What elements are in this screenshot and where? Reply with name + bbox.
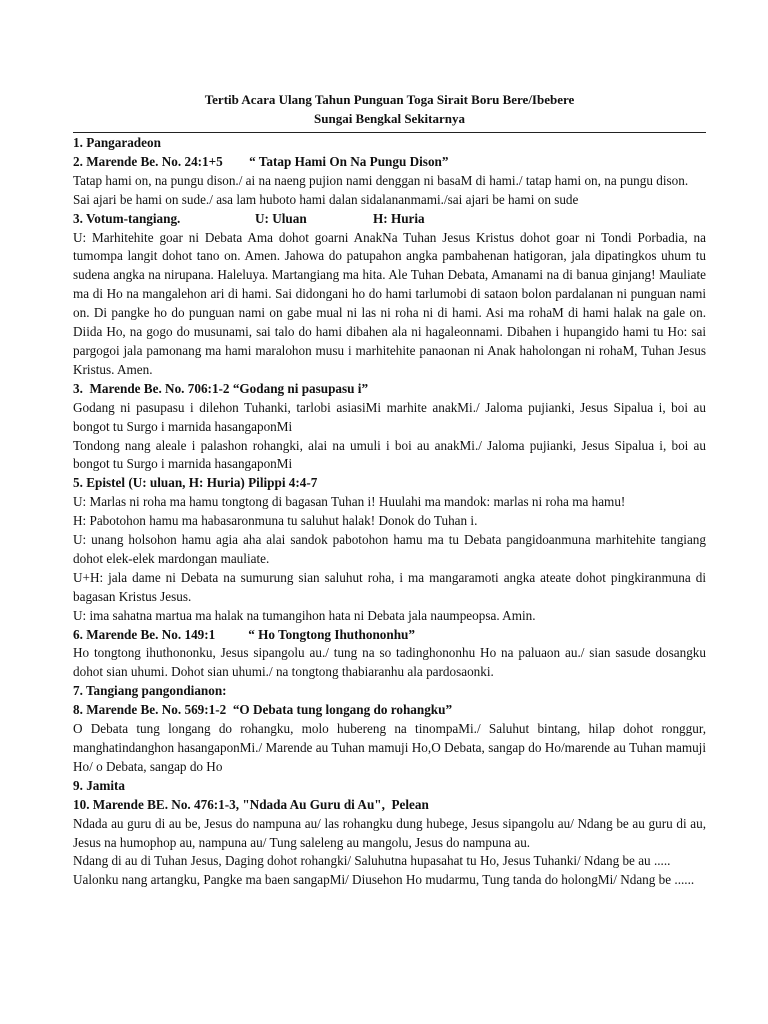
- section-10-verse-3: Ualonku nang artangku, Pangke ma baen sangapMi/ Diusehon Ho mudarmu, Tung tanda do holongMi/ Ndang be ......: [73, 872, 695, 888]
- section-5-line-3: U: unang holsohon hamu agia aha alai sandok pabotohon hamu ma tu Debata pangidoanmuna marhitehite tangiang dohot elek-elek mardongan mauliate.: [73, 532, 706, 566]
- document-title: [73, 90, 706, 128]
- section-5-heading: 5. Epistel (U: uluan, H: Huria) Pilippi 4:4-7: [73, 475, 318, 491]
- section-6-verse: Ho tongtong ihuthononku, Jesus sipangolu au./ tung na so tadinghononhu Ho na paluaon au./ sian sasude dosangku dohot sian uhumi. Dohot sian uhumi./ na tongtong thabiaranhu ala pardosaonki.: [73, 645, 706, 680]
- section-5-line-4: U+H: jala dame ni Debata na sumurung sian saluhut roha, i ma mangaramoti angka ateate dohot pingkiranmuna di bagasan Kristus Jesus.: [73, 569, 706, 604]
- section-2-verse-1: Tatap hami on, na pungu dison./ ai na naeng pujion nami denggan ni basaM di hami./ tatap hami on, na pungu dison.: [73, 172, 689, 188]
- title-line-1: Tertib Acara Ulang Tahun Punguan Toga Sirait Boru Bere/Ibebere: [204, 92, 575, 107]
- section-5-line-1: U: Marlas ni roha ma hamu tongtong di bagasan Tuhan i! Huulahi ma mandok: marlas ni roha ma hamu!: [73, 494, 626, 510]
- section-5-line-2: H: Pabotohon hamu ma habasaronmuna tu saluhut halak! Donok do Tuhan i.: [73, 513, 478, 529]
- title-divider: [73, 132, 706, 133]
- section-10-verse-2: Ndang di au di Tuhan Jesus, Daging dohot rohangki/ Saluhutna hupasahat tu Ho, Jesus Tuhanki/ Ndang be au .....: [73, 853, 671, 869]
- section-8-verse: O Debata tung longang do rohangku, molo hubereng na tinompaMi./ Saluhut bintang, hilap dohot ronggur, manghatindanghon hasangaponMi./ Marende au Tuhan mamuji Ho,O Debata, sangap do Ho/marende au Tuhan mamuji Ho/ o Debata, sangap do Ho: [73, 721, 706, 774]
- section-9-heading: 9. Jamita: [73, 777, 126, 793]
- section-2-verse-2: Sai ajari be hami on sude./ asa lam huboto hami dalan sidalananmami./sai ajari be hami on sude: [73, 191, 579, 207]
- section-4-verse-2: Tondong nang aleale i palashon rohangki, alai na umuli i boi au anakMi./ Jaloma pujianki, Jesus Sipalua i, boi au bongot tu Surgo i marnida hasangaponMi: [73, 437, 706, 472]
- section-2-heading: 2. Marende Be. No. 24:1+5 “ Tatap Hami On Na Pungu Dison”: [73, 153, 449, 169]
- section-6-heading: 6. Marende Be. No. 149:1 “ Ho Tongtong Ihuthononhu”: [73, 626, 415, 642]
- section-4-heading: 3. Marende Be. No. 706:1-2 “Godang ni pasupasu i”: [73, 380, 369, 396]
- section-1-heading: 1. Pangaradeon: [73, 135, 161, 150]
- section-3-uluan-label: U: Uluan: [255, 210, 307, 226]
- section-10-heading: 10. Marende BE. No. 476:1-3, "Ndada Au Guru di Au", Pelean: [73, 796, 429, 812]
- section-4-verse-1: Godang ni pasupasu i dilehon Tuhanki, tarlobi asiasiMi marhite anakMi./ Jaloma pujianki, Jesus Sipalua i, boi au bongot tu Surgo i marnida hasangaponMi: [73, 399, 706, 434]
- section-8-heading: 8. Marende Be. No. 569:1-2 “O Debata tung longang do rohangku”: [73, 702, 453, 718]
- section-5-line-5: U: ima sahatna martua ma halak na tumangihon hata ni Debata jala naumpeopsa. Amin.: [73, 607, 536, 623]
- section-7-heading: 7. Tangiang pangondianon:: [73, 683, 227, 699]
- title-line-2: Sungai Bengkal Sekitarnya: [314, 111, 465, 126]
- section-3-title: 3. Votum-tangiang.: [73, 210, 181, 226]
- section-3-votum-text: U: Marhitehite goar ni Debata Ama dohot goarni AnakNa Tuhan Jesus Kristus dohot goar ni Tondi Porbadia, na tumompa langit dohot tano on. Amen. Jahowa do patupahon angka pambahenan hatigoran, jala dipatingkos uhum tu sudena angka na nirupana. Haleluya. Martangiang ma hita. Ale Tuhan Debata, Amanami na di banua ginjang! Mauliate ma di Ho na mangalehon ari di hami. Sai didongani ho do hami tarlumobi di sataon bolon pardalanan ni punguan nami on. Di pangke ho do punguan nami on gabe mual ni las ni roha ni di hami. Asi ma rohaM di hami halak na gale on. Diida Ho, na gogo do musunami, sai talo do hami dibahen ala ni hagaleonnami. Dibahen i hupangido hami tu Ho: sai pargogoi jala pamonang ma hami maralohon musu i marhitehite panaonan ni Anak haholongan ni rohaM, Tuhan Jesus Kristus. Amen.: [73, 229, 706, 377]
- section-3-huria-label: H: Huria: [373, 210, 425, 226]
- section-10-verse-1: Ndada au guru di au be, Jesus do nampuna au/ las rohangku dung hubege, Jesus sipangolu au/ Ndang be au guru di au, Jesus na humophop au, nampuna au/ Tung saleleng au mangolu, Jesus do nampuna au.: [73, 815, 706, 850]
- section-3-heading: [73, 210, 706, 229]
